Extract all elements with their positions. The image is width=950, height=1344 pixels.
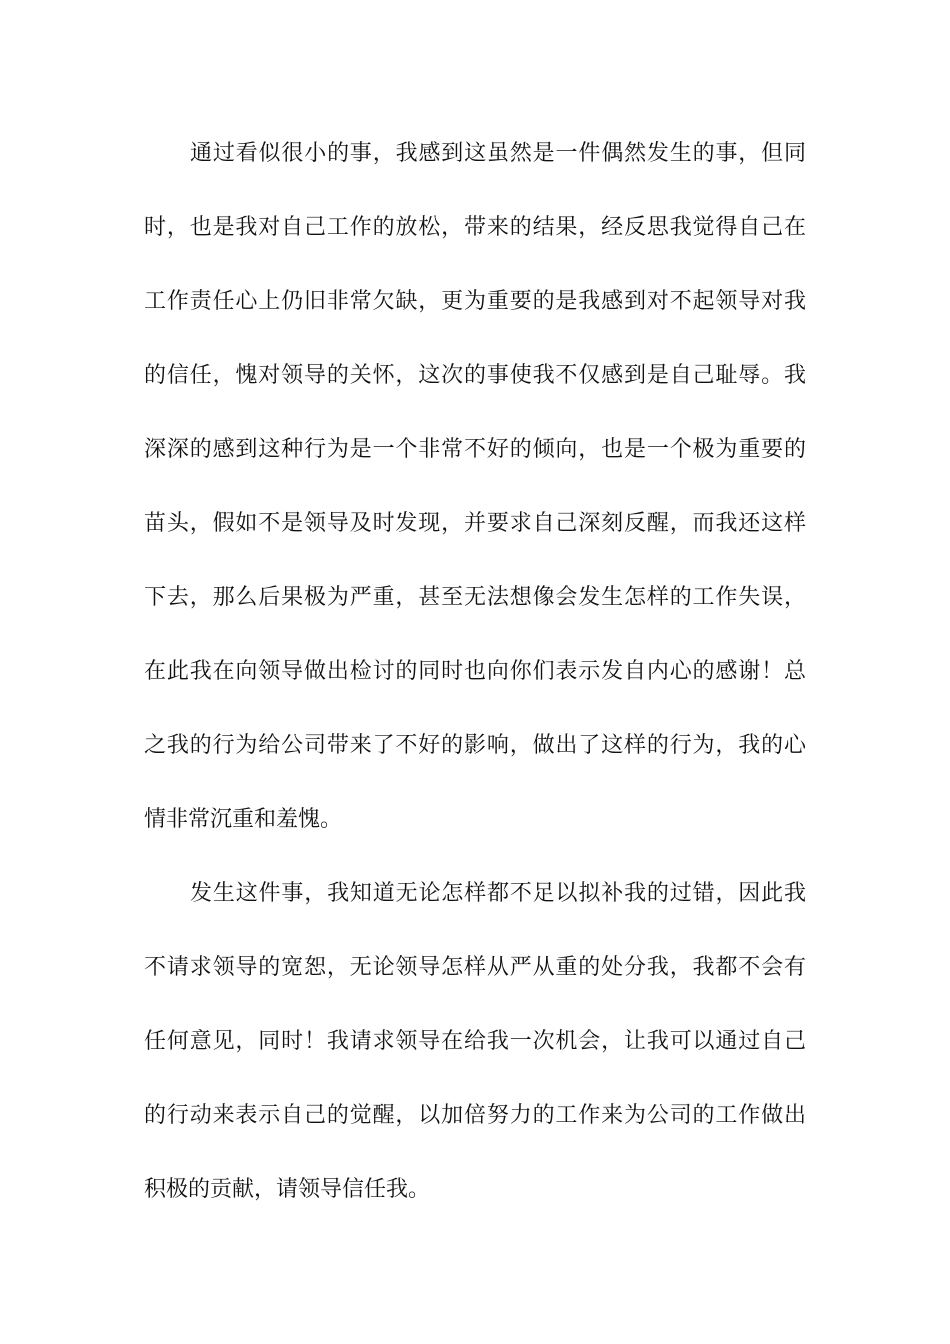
paragraph-line: 工作责任心上仍旧非常欠缺，更为重要的是我感到对不起领导对我 <box>144 289 806 314</box>
paragraph-line: 情非常沉重和羞愧。 <box>144 807 343 832</box>
paragraph-line: 下去，那么后果极为严重，甚至无法想像会发生怎样的工作失误， <box>144 585 806 610</box>
paragraph-line: 的信任，愧对领导的关怀，这次的事使我不仅感到是自己耻辱。我 <box>144 363 806 388</box>
paragraph-1 <box>144 130 806 870</box>
paragraph-line: 之我的行为给公司带来了不好的影响，做出了这样的行为，我的心 <box>144 733 806 758</box>
paragraph-line: 的行动来表示自己的觉醒，以加倍努力的工作来为公司的工作做出 <box>144 1103 806 1128</box>
paragraph-line: 不请求领导的宽恕，无论领导怎样从严从重的处分我，我都不会有 <box>144 955 806 980</box>
paragraph-2 <box>144 870 806 1240</box>
paragraph-line: 积极的贡献，请领导信任我。 <box>144 1177 431 1202</box>
document-body <box>144 130 806 1240</box>
paragraph-line: 任何意见，同时！我请求领导在给我一次机会，让我可以通过自己 <box>144 1029 806 1054</box>
paragraph-line: 苗头，假如不是领导及时发现，并要求自己深刻反醒，而我还这样 <box>144 511 806 536</box>
paragraph-line: 通过看似很小的事，我感到这虽然是一件偶然发生的事，但同 <box>190 141 806 166</box>
paragraph-line: 在此我在向领导做出检讨的同时也向你们表示发自内心的感谢！总 <box>144 659 806 684</box>
paragraph-line: 深深的感到这种行为是一个非常不好的倾向，也是一个极为重要的 <box>144 437 806 462</box>
paragraph-line: 发生这件事，我知道无论怎样都不足以拟补我的过错，因此我 <box>190 881 806 906</box>
paragraph-line: 时，也是我对自己工作的放松，带来的结果，经反思我觉得自己在 <box>144 215 806 240</box>
